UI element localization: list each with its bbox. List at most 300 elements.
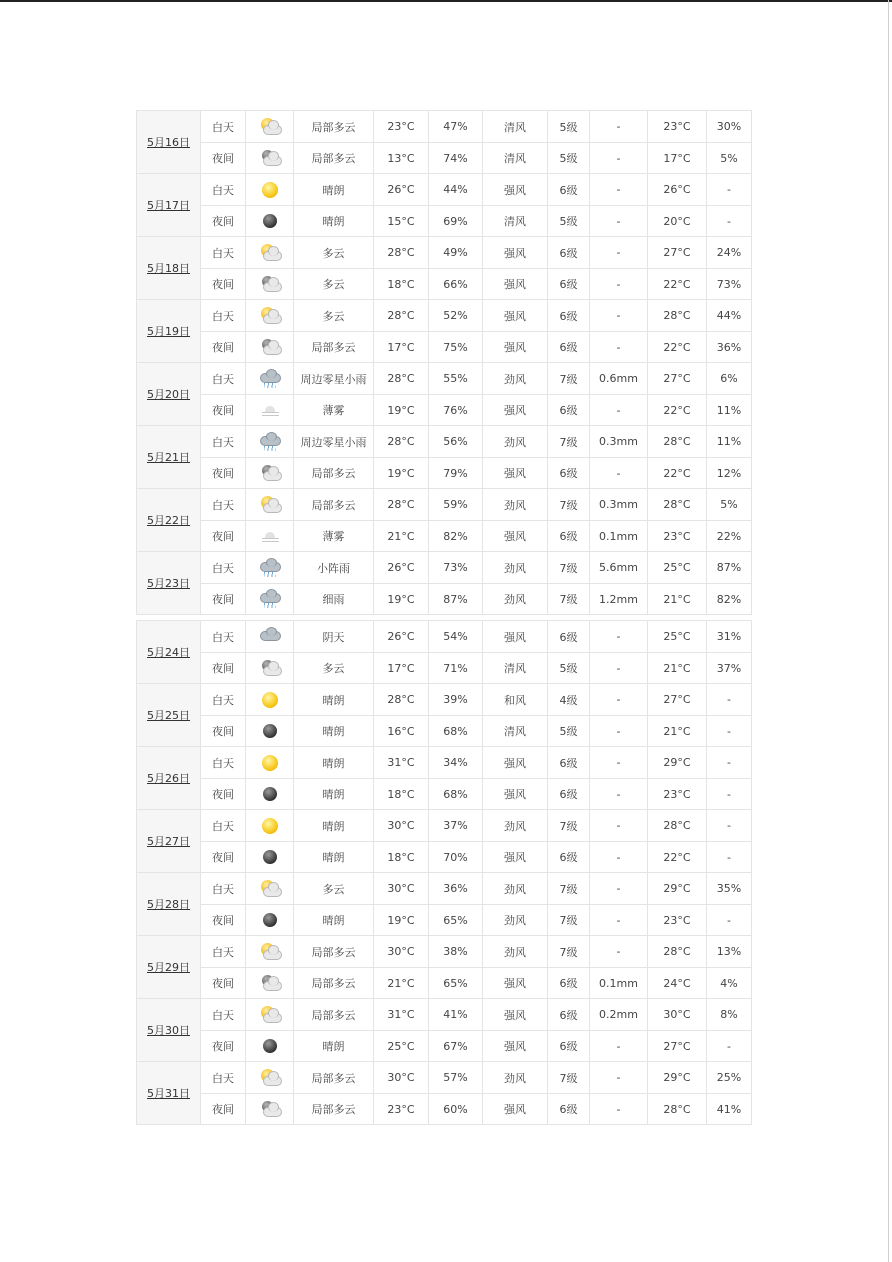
table-row	[137, 716, 752, 747]
weather-icon-cell	[246, 111, 294, 143]
humidity: 87%	[429, 584, 483, 615]
wind-name: 劲风	[483, 489, 548, 521]
temperature: 26°C	[374, 621, 429, 653]
weather-description: 晴朗	[294, 716, 374, 747]
weather-icon-cell	[246, 905, 294, 936]
wind-level: 6级	[548, 968, 590, 999]
humidity: 41%	[429, 999, 483, 1031]
precipitation: 0.1mm	[590, 521, 648, 552]
weather-description: 阴天	[294, 621, 374, 653]
wind-name: 清风	[483, 206, 548, 237]
precip-probability: -	[707, 716, 752, 747]
feels-like-temp: 22°C	[648, 458, 707, 489]
precipitation: -	[590, 936, 648, 968]
period-label: 夜间	[201, 842, 246, 873]
day-date-link[interactable]: 5月24日	[137, 621, 201, 684]
fog-icon	[259, 400, 281, 420]
temperature: 18°C	[374, 779, 429, 810]
precipitation: -	[590, 269, 648, 300]
weather-description: 周边零星小雨	[294, 363, 374, 395]
precipitation: -	[590, 653, 648, 684]
partly-cloudy-night-icon	[259, 658, 281, 678]
precipitation: -	[590, 842, 648, 873]
feels-like-temp: 27°C	[648, 1031, 707, 1062]
wind-name: 劲风	[483, 873, 548, 905]
precip-probability: -	[707, 842, 752, 873]
precip-probability: 5%	[707, 143, 752, 174]
wind-level: 5级	[548, 653, 590, 684]
humidity: 52%	[429, 300, 483, 332]
table-row	[137, 363, 752, 395]
weather-icon-cell	[246, 684, 294, 716]
period-label: 白天	[201, 621, 246, 653]
weather-icon-cell	[246, 521, 294, 552]
wind-level: 7级	[548, 552, 590, 584]
day-date-link[interactable]: 5月17日	[137, 174, 201, 237]
feels-like-temp: 25°C	[648, 552, 707, 584]
wind-level: 6级	[548, 521, 590, 552]
feels-like-temp: 24°C	[648, 968, 707, 999]
wind-level: 6级	[548, 269, 590, 300]
table-row	[137, 968, 752, 999]
table-row	[137, 426, 752, 458]
partly-cloudy-night-icon	[259, 1099, 281, 1119]
partly-cloudy-day-icon	[259, 306, 281, 326]
humidity: 73%	[429, 552, 483, 584]
weather-icon-cell	[246, 300, 294, 332]
feels-like-temp: 23°C	[648, 111, 707, 143]
table-row	[137, 842, 752, 873]
humidity: 59%	[429, 489, 483, 521]
overcast-icon	[259, 627, 281, 647]
wind-level: 7级	[548, 873, 590, 905]
wind-name: 劲风	[483, 584, 548, 615]
day-date-link[interactable]: 5月19日	[137, 300, 201, 363]
weather-icon-cell	[246, 174, 294, 206]
feels-like-temp: 28°C	[648, 810, 707, 842]
wind-level: 6级	[548, 395, 590, 426]
moon-icon	[259, 1036, 281, 1056]
wind-level: 7级	[548, 810, 590, 842]
weather-icon-cell	[246, 999, 294, 1031]
weather-icon-cell	[246, 747, 294, 779]
sun-icon	[259, 753, 281, 773]
feels-like-temp: 21°C	[648, 716, 707, 747]
precipitation: -	[590, 300, 648, 332]
sun-icon	[259, 180, 281, 200]
table-row	[137, 552, 752, 584]
table-row	[137, 458, 752, 489]
humidity: 79%	[429, 458, 483, 489]
precipitation: 1.2mm	[590, 584, 648, 615]
wind-level: 6级	[548, 300, 590, 332]
wind-level: 6级	[548, 237, 590, 269]
temperature: 31°C	[374, 747, 429, 779]
precipitation: 5.6mm	[590, 552, 648, 584]
weather-description: 局部多云	[294, 458, 374, 489]
feels-like-temp: 28°C	[648, 1094, 707, 1125]
humidity: 69%	[429, 206, 483, 237]
wind-name: 强风	[483, 237, 548, 269]
day-date-link[interactable]: 5月27日	[137, 810, 201, 873]
period-label: 夜间	[201, 716, 246, 747]
weather-icon-cell	[246, 936, 294, 968]
precip-probability: -	[707, 905, 752, 936]
period-label: 白天	[201, 810, 246, 842]
weather-description: 晴朗	[294, 206, 374, 237]
feels-like-temp: 27°C	[648, 684, 707, 716]
weather-icon-cell	[246, 458, 294, 489]
period-label: 夜间	[201, 458, 246, 489]
wind-level: 5级	[548, 206, 590, 237]
temperature: 21°C	[374, 968, 429, 999]
precip-probability: -	[707, 810, 752, 842]
wind-name: 强风	[483, 747, 548, 779]
period-label: 夜间	[201, 269, 246, 300]
humidity: 74%	[429, 143, 483, 174]
precip-probability: 36%	[707, 332, 752, 363]
partly-cloudy-night-icon	[259, 337, 281, 357]
wind-name: 劲风	[483, 426, 548, 458]
weather-icon-cell	[246, 332, 294, 363]
weather-description: 薄雾	[294, 395, 374, 426]
weather-description: 局部多云	[294, 936, 374, 968]
humidity: 37%	[429, 810, 483, 842]
temperature: 23°C	[374, 1094, 429, 1125]
weather-icon-cell	[246, 653, 294, 684]
humidity: 57%	[429, 1062, 483, 1094]
sun-icon	[259, 690, 281, 710]
forecast-table	[136, 110, 752, 615]
precipitation: 0.2mm	[590, 999, 648, 1031]
precipitation: 0.3mm	[590, 489, 648, 521]
weather-description: 局部多云	[294, 1094, 374, 1125]
temperature: 26°C	[374, 174, 429, 206]
wind-name: 清风	[483, 111, 548, 143]
humidity: 65%	[429, 968, 483, 999]
table-row	[137, 810, 752, 842]
precip-probability: 8%	[707, 999, 752, 1031]
partly-cloudy-day-icon	[259, 117, 281, 137]
wind-level: 6级	[548, 1031, 590, 1062]
table-row	[137, 1031, 752, 1062]
precipitation: 0.3mm	[590, 426, 648, 458]
precip-probability: 12%	[707, 458, 752, 489]
temperature: 30°C	[374, 873, 429, 905]
period-label: 夜间	[201, 1094, 246, 1125]
temperature: 17°C	[374, 332, 429, 363]
fog-icon	[259, 526, 281, 546]
weather-description: 多云	[294, 237, 374, 269]
precip-probability: -	[707, 747, 752, 779]
precip-probability: 82%	[707, 584, 752, 615]
rain-icon	[259, 432, 281, 452]
weather-icon-cell	[246, 621, 294, 653]
wind-name: 劲风	[483, 552, 548, 584]
temperature: 13°C	[374, 143, 429, 174]
wind-name: 强风	[483, 621, 548, 653]
wind-name: 劲风	[483, 905, 548, 936]
table-row	[137, 1062, 752, 1094]
wind-level: 7级	[548, 363, 590, 395]
precip-probability: 22%	[707, 521, 752, 552]
temperature: 28°C	[374, 237, 429, 269]
table-row	[137, 999, 752, 1031]
precip-probability: 4%	[707, 968, 752, 999]
precip-probability: -	[707, 684, 752, 716]
table-row	[137, 174, 752, 206]
precip-probability: 13%	[707, 936, 752, 968]
wind-level: 6级	[548, 842, 590, 873]
weather-description: 局部多云	[294, 999, 374, 1031]
feels-like-temp: 28°C	[648, 426, 707, 458]
precipitation: -	[590, 143, 648, 174]
feels-like-temp: 26°C	[648, 174, 707, 206]
wind-name: 强风	[483, 332, 548, 363]
wind-name: 强风	[483, 395, 548, 426]
precipitation: -	[590, 332, 648, 363]
humidity: 71%	[429, 653, 483, 684]
weather-icon-cell	[246, 426, 294, 458]
wind-name: 劲风	[483, 936, 548, 968]
table-row	[137, 206, 752, 237]
table-row	[137, 1094, 752, 1125]
weather-icon-cell	[246, 269, 294, 300]
weather-icon-cell	[246, 779, 294, 810]
partly-cloudy-night-icon	[259, 973, 281, 993]
humidity: 44%	[429, 174, 483, 206]
wind-level: 7级	[548, 1062, 590, 1094]
wind-name: 劲风	[483, 363, 548, 395]
day-date-link[interactable]: 5月30日	[137, 999, 201, 1062]
precipitation: -	[590, 716, 648, 747]
table-row	[137, 905, 752, 936]
precipitation: -	[590, 174, 648, 206]
wind-level: 4级	[548, 684, 590, 716]
feels-like-temp: 28°C	[648, 300, 707, 332]
period-label: 白天	[201, 999, 246, 1031]
period-label: 白天	[201, 237, 246, 269]
precipitation: -	[590, 621, 648, 653]
day-date-link[interactable]: 5月25日	[137, 684, 201, 747]
temperature: 28°C	[374, 684, 429, 716]
precip-probability: 6%	[707, 363, 752, 395]
temperature: 28°C	[374, 426, 429, 458]
wind-name: 强风	[483, 842, 548, 873]
wind-name: 强风	[483, 269, 548, 300]
humidity: 76%	[429, 395, 483, 426]
wind-name: 强风	[483, 174, 548, 206]
weather-icon-cell	[246, 143, 294, 174]
feels-like-temp: 29°C	[648, 873, 707, 905]
wind-level: 5级	[548, 143, 590, 174]
precipitation: -	[590, 1062, 648, 1094]
weather-icon-cell	[246, 1031, 294, 1062]
partly-cloudy-night-icon	[259, 148, 281, 168]
humidity: 36%	[429, 873, 483, 905]
humidity: 70%	[429, 842, 483, 873]
humidity: 68%	[429, 779, 483, 810]
table-row	[137, 269, 752, 300]
rain-icon	[259, 558, 281, 578]
humidity: 82%	[429, 521, 483, 552]
wind-level: 6级	[548, 1094, 590, 1125]
precip-probability: 24%	[707, 237, 752, 269]
wind-name: 劲风	[483, 1062, 548, 1094]
weather-description: 多云	[294, 269, 374, 300]
table-row	[137, 584, 752, 615]
weather-description: 细雨	[294, 584, 374, 615]
feels-like-temp: 25°C	[648, 621, 707, 653]
precipitation: 0.1mm	[590, 968, 648, 999]
weather-description: 晴朗	[294, 747, 374, 779]
moon-icon	[259, 910, 281, 930]
wind-name: 强风	[483, 521, 548, 552]
precip-probability: 5%	[707, 489, 752, 521]
precip-probability: -	[707, 779, 752, 810]
precipitation: -	[590, 458, 648, 489]
partly-cloudy-day-icon	[259, 1068, 281, 1088]
precip-probability: 35%	[707, 873, 752, 905]
feels-like-temp: 28°C	[648, 936, 707, 968]
precipitation: -	[590, 905, 648, 936]
precip-probability: 73%	[707, 269, 752, 300]
day-date-link[interactable]: 5月28日	[137, 873, 201, 936]
day-date-link[interactable]: 5月18日	[137, 237, 201, 300]
precipitation: -	[590, 779, 648, 810]
wind-level: 7级	[548, 489, 590, 521]
precipitation: -	[590, 1031, 648, 1062]
wind-name: 劲风	[483, 810, 548, 842]
forecast-table	[136, 620, 752, 1125]
weather-description: 局部多云	[294, 1062, 374, 1094]
table-row	[137, 489, 752, 521]
weather-description: 局部多云	[294, 111, 374, 143]
forecast-table-section-2	[136, 620, 752, 1136]
table-row	[137, 237, 752, 269]
day-date-link[interactable]: 5月16日	[137, 111, 201, 174]
period-label: 夜间	[201, 332, 246, 363]
temperature: 25°C	[374, 1031, 429, 1062]
table-row	[137, 684, 752, 716]
page-right-rule	[888, 0, 889, 1262]
weather-icon-cell	[246, 363, 294, 395]
humidity: 75%	[429, 332, 483, 363]
temperature: 19°C	[374, 458, 429, 489]
table-row	[137, 395, 752, 426]
temperature: 30°C	[374, 1062, 429, 1094]
day-date-link[interactable]: 5月29日	[137, 936, 201, 999]
weather-icon-cell	[246, 873, 294, 905]
feels-like-temp: 20°C	[648, 206, 707, 237]
period-label: 白天	[201, 873, 246, 905]
period-label: 白天	[201, 552, 246, 584]
weather-icon-cell	[246, 237, 294, 269]
humidity: 67%	[429, 1031, 483, 1062]
feels-like-temp: 21°C	[648, 653, 707, 684]
temperature: 31°C	[374, 999, 429, 1031]
period-label: 白天	[201, 684, 246, 716]
precip-probability: 87%	[707, 552, 752, 584]
temperature: 15°C	[374, 206, 429, 237]
period-label: 夜间	[201, 779, 246, 810]
period-label: 夜间	[201, 905, 246, 936]
partly-cloudy-night-icon	[259, 274, 281, 294]
weather-description: 晴朗	[294, 684, 374, 716]
weather-icon-cell	[246, 1094, 294, 1125]
weather-description: 多云	[294, 873, 374, 905]
table-row	[137, 111, 752, 143]
temperature: 18°C	[374, 842, 429, 873]
temperature: 17°C	[374, 653, 429, 684]
humidity: 66%	[429, 269, 483, 300]
feels-like-temp: 29°C	[648, 747, 707, 779]
period-label: 白天	[201, 936, 246, 968]
feels-like-temp: 17°C	[648, 143, 707, 174]
feels-like-temp: 27°C	[648, 237, 707, 269]
humidity: 54%	[429, 621, 483, 653]
day-date-link[interactable]: 5月31日	[137, 1062, 201, 1125]
wind-name: 清风	[483, 143, 548, 174]
temperature: 23°C	[374, 111, 429, 143]
partly-cloudy-day-icon	[259, 1005, 281, 1025]
table-row	[137, 332, 752, 363]
weather-description: 薄雾	[294, 521, 374, 552]
temperature: 26°C	[374, 552, 429, 584]
weather-icon-cell	[246, 552, 294, 584]
wind-name: 强风	[483, 779, 548, 810]
temperature: 18°C	[374, 269, 429, 300]
period-label: 白天	[201, 489, 246, 521]
feels-like-temp: 23°C	[648, 521, 707, 552]
wind-name: 强风	[483, 458, 548, 489]
wind-name: 强风	[483, 1094, 548, 1125]
temperature: 30°C	[374, 936, 429, 968]
day-date-link[interactable]: 5月20日	[137, 363, 201, 426]
table-row	[137, 936, 752, 968]
wind-level: 6级	[548, 747, 590, 779]
period-label: 白天	[201, 1062, 246, 1094]
day-date-link[interactable]: 5月21日	[137, 426, 201, 489]
wind-name: 强风	[483, 999, 548, 1031]
period-label: 夜间	[201, 584, 246, 615]
weather-icon-cell	[246, 489, 294, 521]
weather-description: 周边零星小雨	[294, 426, 374, 458]
weather-description: 局部多云	[294, 143, 374, 174]
day-date-link[interactable]: 5月23日	[137, 552, 201, 615]
table-row	[137, 621, 752, 653]
partly-cloudy-day-icon	[259, 243, 281, 263]
temperature: 19°C	[374, 905, 429, 936]
day-date-link[interactable]: 5月26日	[137, 747, 201, 810]
humidity: 47%	[429, 111, 483, 143]
partly-cloudy-night-icon	[259, 463, 281, 483]
table-row	[137, 779, 752, 810]
precipitation: -	[590, 111, 648, 143]
partly-cloudy-day-icon	[259, 942, 281, 962]
wind-level: 6级	[548, 621, 590, 653]
wind-name: 和风	[483, 684, 548, 716]
weather-description: 局部多云	[294, 968, 374, 999]
forecast-table-section-1	[136, 110, 752, 618]
weather-icon-cell	[246, 716, 294, 747]
precipitation: -	[590, 206, 648, 237]
precip-probability: 44%	[707, 300, 752, 332]
precipitation: -	[590, 747, 648, 779]
precipitation: -	[590, 873, 648, 905]
day-date-link[interactable]: 5月22日	[137, 489, 201, 552]
precip-probability: 11%	[707, 426, 752, 458]
